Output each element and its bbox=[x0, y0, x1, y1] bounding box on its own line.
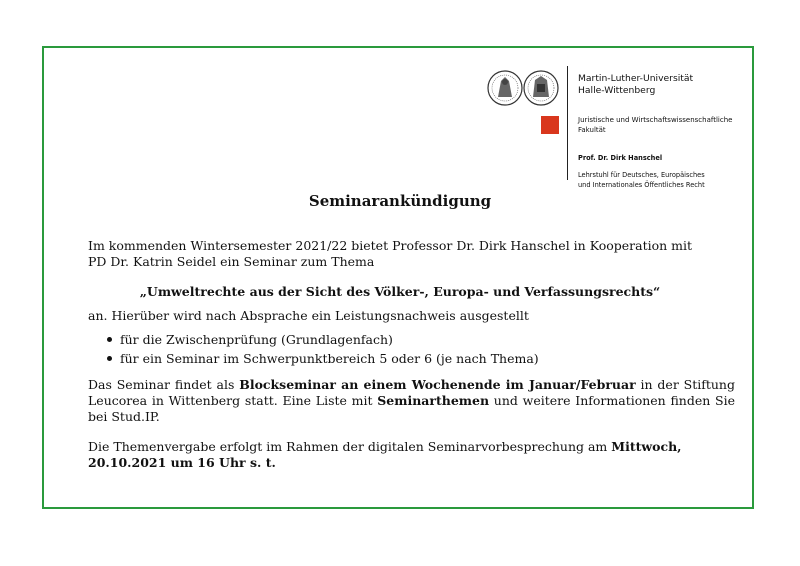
page-title: Seminarankündigung bbox=[308, 192, 492, 210]
bullet-icon bbox=[107, 356, 112, 361]
format-paragraph: Das Seminar findet als Blockseminar an einem Wochenende im Januar/Februar in der Stiftung Leucorea in Wittenberg statt. Eine Liste mit Seminarthemen und weitere Informationen finden Sie bei Stud.IP. bbox=[88, 377, 735, 424]
list-item: für ein Seminar im Schwerpunktbereich 5 oder 6 (je nach Thema) bbox=[88, 349, 539, 368]
credit-list bbox=[88, 330, 539, 368]
assignment-paragraph: Die Themenvergabe erfolgt im Rahmen der digitalen Seminarvorbesprechung am Mittwoch, 20.10.2021 um 16 Uhr s. t. bbox=[88, 439, 682, 470]
professor-name: Prof. Dr. Dirk Hanschel bbox=[578, 154, 663, 162]
seminar-theme: „Umweltrechte aus der Sicht des Völker-, Europa- und Verfassungsrechts“ bbox=[139, 284, 661, 299]
bullet-icon bbox=[107, 337, 112, 342]
intro-paragraph: Im kommenden Wintersemester 2021/22 bietet Professor Dr. Dirk Hanschel in Kooperation mit PD Dr. Katrin Seidel ein Seminar zum Thema bbox=[88, 238, 693, 269]
letterhead-divider bbox=[567, 66, 568, 180]
credit-line: an. Hierüber wird nach Absprache ein Leistungsnachweis ausgestellt bbox=[88, 308, 529, 323]
faculty-color-square bbox=[541, 116, 559, 134]
faculty-name: Juristische und Wirtschaftswissenschaftliche Fakultät bbox=[578, 116, 733, 134]
chair-name: Lehrstuhl für Deutsches, Europäisches und Internationales Öffentliches Recht bbox=[578, 171, 705, 189]
university-seal-logo bbox=[487, 67, 561, 109]
university-name: Martin-Luther-Universität Halle-Wittenberg bbox=[578, 73, 694, 96]
list-item: für die Zwischenprüfung (Grundlagenfach) bbox=[88, 330, 539, 349]
